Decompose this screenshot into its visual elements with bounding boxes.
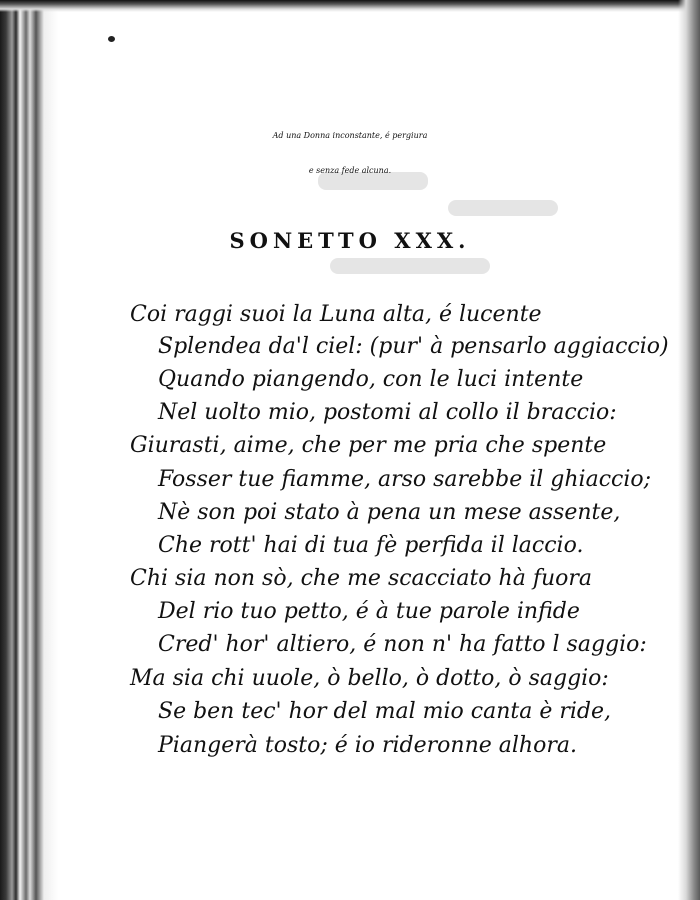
verse-line: Coi raggi suoi la Luna alta, é lucente xyxy=(130,302,542,327)
verse-line: Giurasti, aime, che per me pria che spente xyxy=(130,433,607,458)
verse-line: Chi sia non sò, che me scacciato hà fuora xyxy=(130,566,593,591)
verse-line: Splendea da'l ciel: (pur' à pensarlo aggiaccio) xyxy=(158,334,669,359)
verse-line: Ma sia chi uuole, ò bello, ò dotto, ò saggio: xyxy=(130,666,609,691)
verse-line: Se ben tec' hor del mal mio canta è ride, xyxy=(158,699,611,724)
verse-line: Che rott' hai di tua fè perfida il laccio. xyxy=(158,533,584,558)
verse-line: Del rio tuo petto, é à tue parole infide xyxy=(158,599,580,624)
verse-line: Piangerà tosto; é io rideronne alhora. xyxy=(158,733,577,758)
verse-line: Fosser tue fiamme, arso sarebbe il ghiaccio; xyxy=(158,467,652,492)
sonnet-title: SONETTO XXX. xyxy=(229,228,471,253)
verse-line: Cred' hor' altiero, é non n' ha fatto l saggio: xyxy=(158,632,647,657)
poem-dedication-line-1: Ad una Donna inconstante, é pergiura xyxy=(272,131,428,140)
verse-line: Nel uolto mio, postomi al collo il braccio: xyxy=(158,400,617,425)
verse-line: Quando piangendo, con le luci intente xyxy=(158,367,584,392)
verse-line: Nè son poi stato à pena un mese assente, xyxy=(158,500,621,525)
poem-dedication-line-2: e senza fede alcuna. xyxy=(308,166,392,175)
